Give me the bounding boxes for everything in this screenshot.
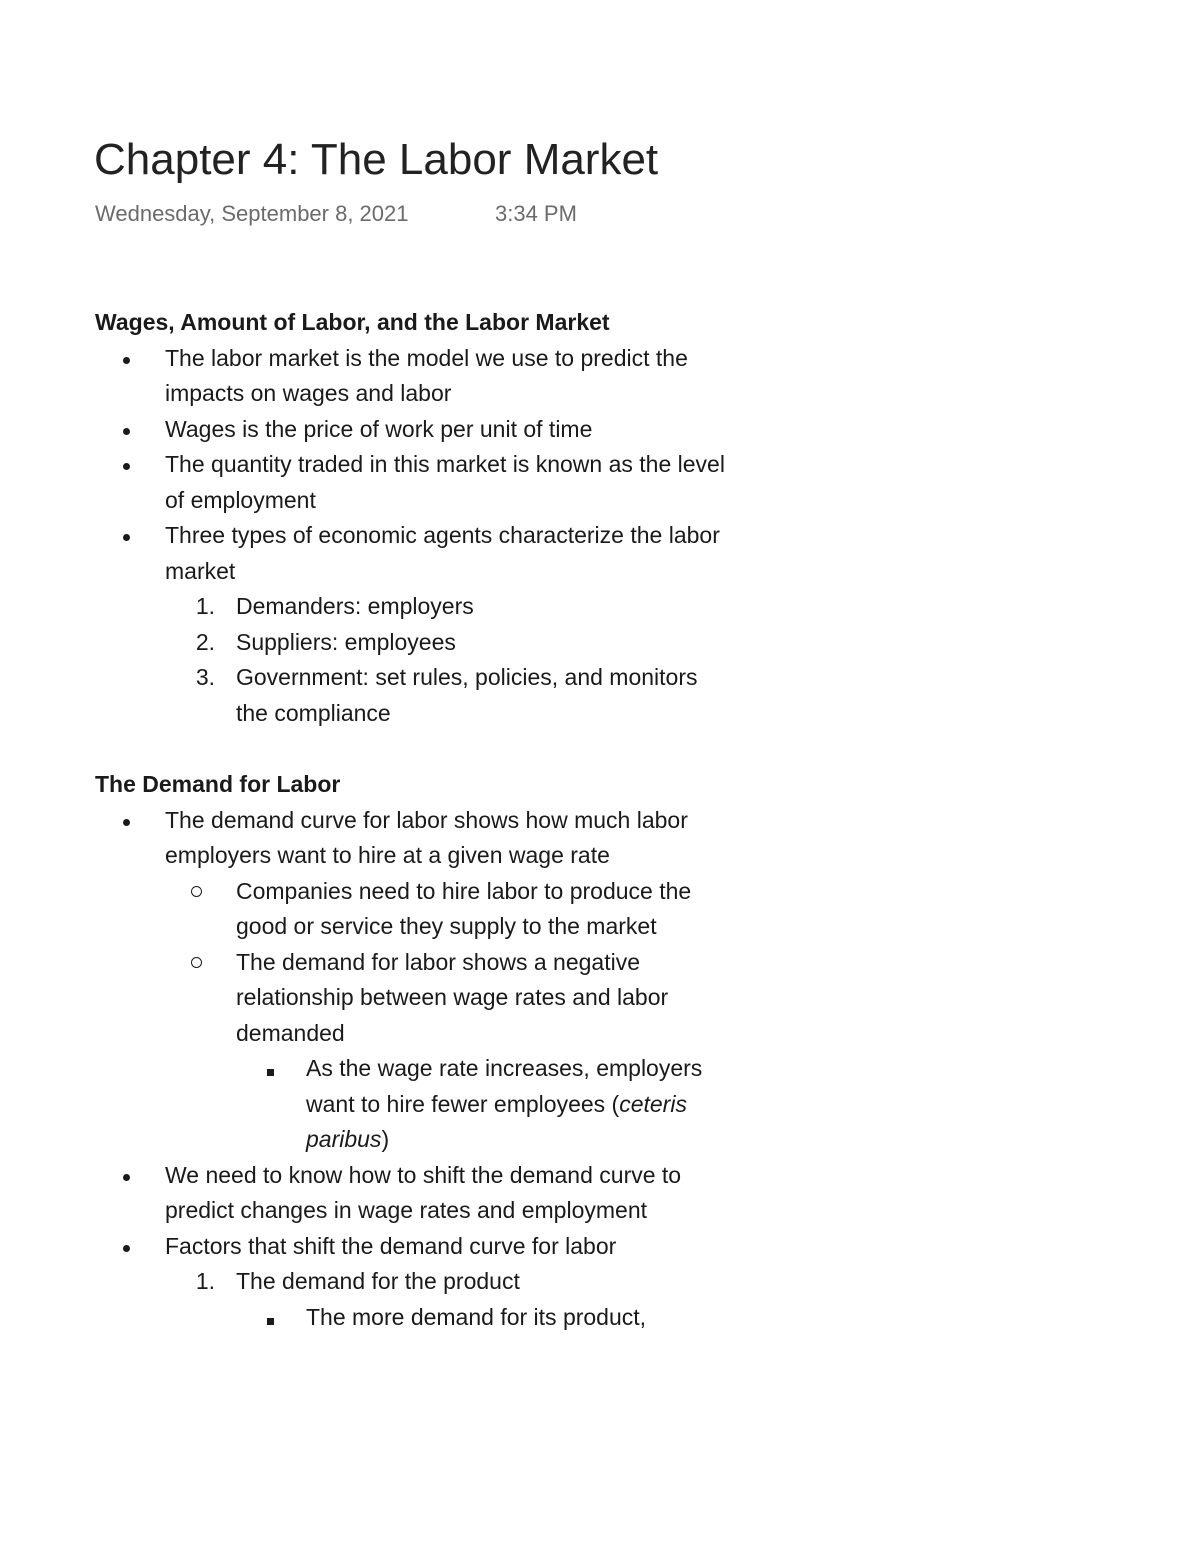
ceteris-paribus-text: ceteris paribus [306, 1090, 687, 1152]
list-item: We need to know how to shift the demand curve to predict changes in wage rates and employment [95, 1158, 735, 1229]
page-date: Wednesday, September 8, 2021 [95, 201, 409, 226]
page-title: Chapter 4: The Labor Market [94, 135, 659, 184]
item-number: 3. [195, 664, 215, 690]
list-item: The demand curve for labor shows how much labor employers want to hire at a given wage rate [95, 803, 735, 874]
list-item: The demand for labor shows a negative relationship between wage rates and labor demanded [95, 945, 735, 1052]
item-number: 2. [195, 628, 215, 655]
bullet-icon [123, 803, 130, 839]
section-heading-wages: Wages, Amount of Labor, and the Labor Market [95, 309, 610, 335]
numbered-item: 1. The demand for the product [95, 1264, 735, 1300]
bullet-icon [123, 412, 130, 448]
bullet-icon [123, 518, 130, 554]
circle-bullet-icon [191, 945, 202, 981]
bullet-icon [123, 341, 130, 377]
numbered-item: 3. Government: set rules, policies, and monitors the compliance [95, 660, 735, 731]
bullet-icon [123, 1158, 130, 1194]
item-number: 1. [195, 593, 215, 619]
numbered-item: 2. Suppliers: employees [95, 625, 735, 661]
page-time: 3:34 PM [495, 201, 577, 226]
bullet-icon [123, 447, 130, 483]
list-item: Factors that shift the demand curve for labor [95, 1229, 735, 1265]
truncated-text-fragment [306, 1432, 686, 1438]
section-heading-demand: The Demand for Labor [95, 771, 341, 797]
list-item: As the wage rate increases, employers want to hire fewer employees (ceteris paribus) [95, 1051, 735, 1158]
list-item: The more demand for its product, [95, 1300, 735, 1336]
list-item: The labor market is the model we use to predict the impacts on wages and labor [95, 341, 735, 412]
note-content [95, 305, 735, 1335]
item-number: 1. [195, 1268, 215, 1294]
list-item: Companies need to hire labor to produce the good or service they supply to the market [95, 874, 735, 945]
list-item: The quantity traded in this market is known as the level of employment [95, 447, 735, 518]
page-timestamp [95, 199, 577, 229]
list-item: Wages is the price of work per unit of time [95, 412, 735, 448]
square-bullet-icon [267, 1051, 274, 1087]
numbered-item: 1. Demanders: employers [95, 589, 735, 625]
circle-bullet-icon [191, 874, 202, 910]
list-item: Three types of economic agents characterize the labor market [95, 518, 735, 589]
square-bullet-icon [267, 1300, 274, 1336]
bullet-icon [123, 1229, 130, 1265]
